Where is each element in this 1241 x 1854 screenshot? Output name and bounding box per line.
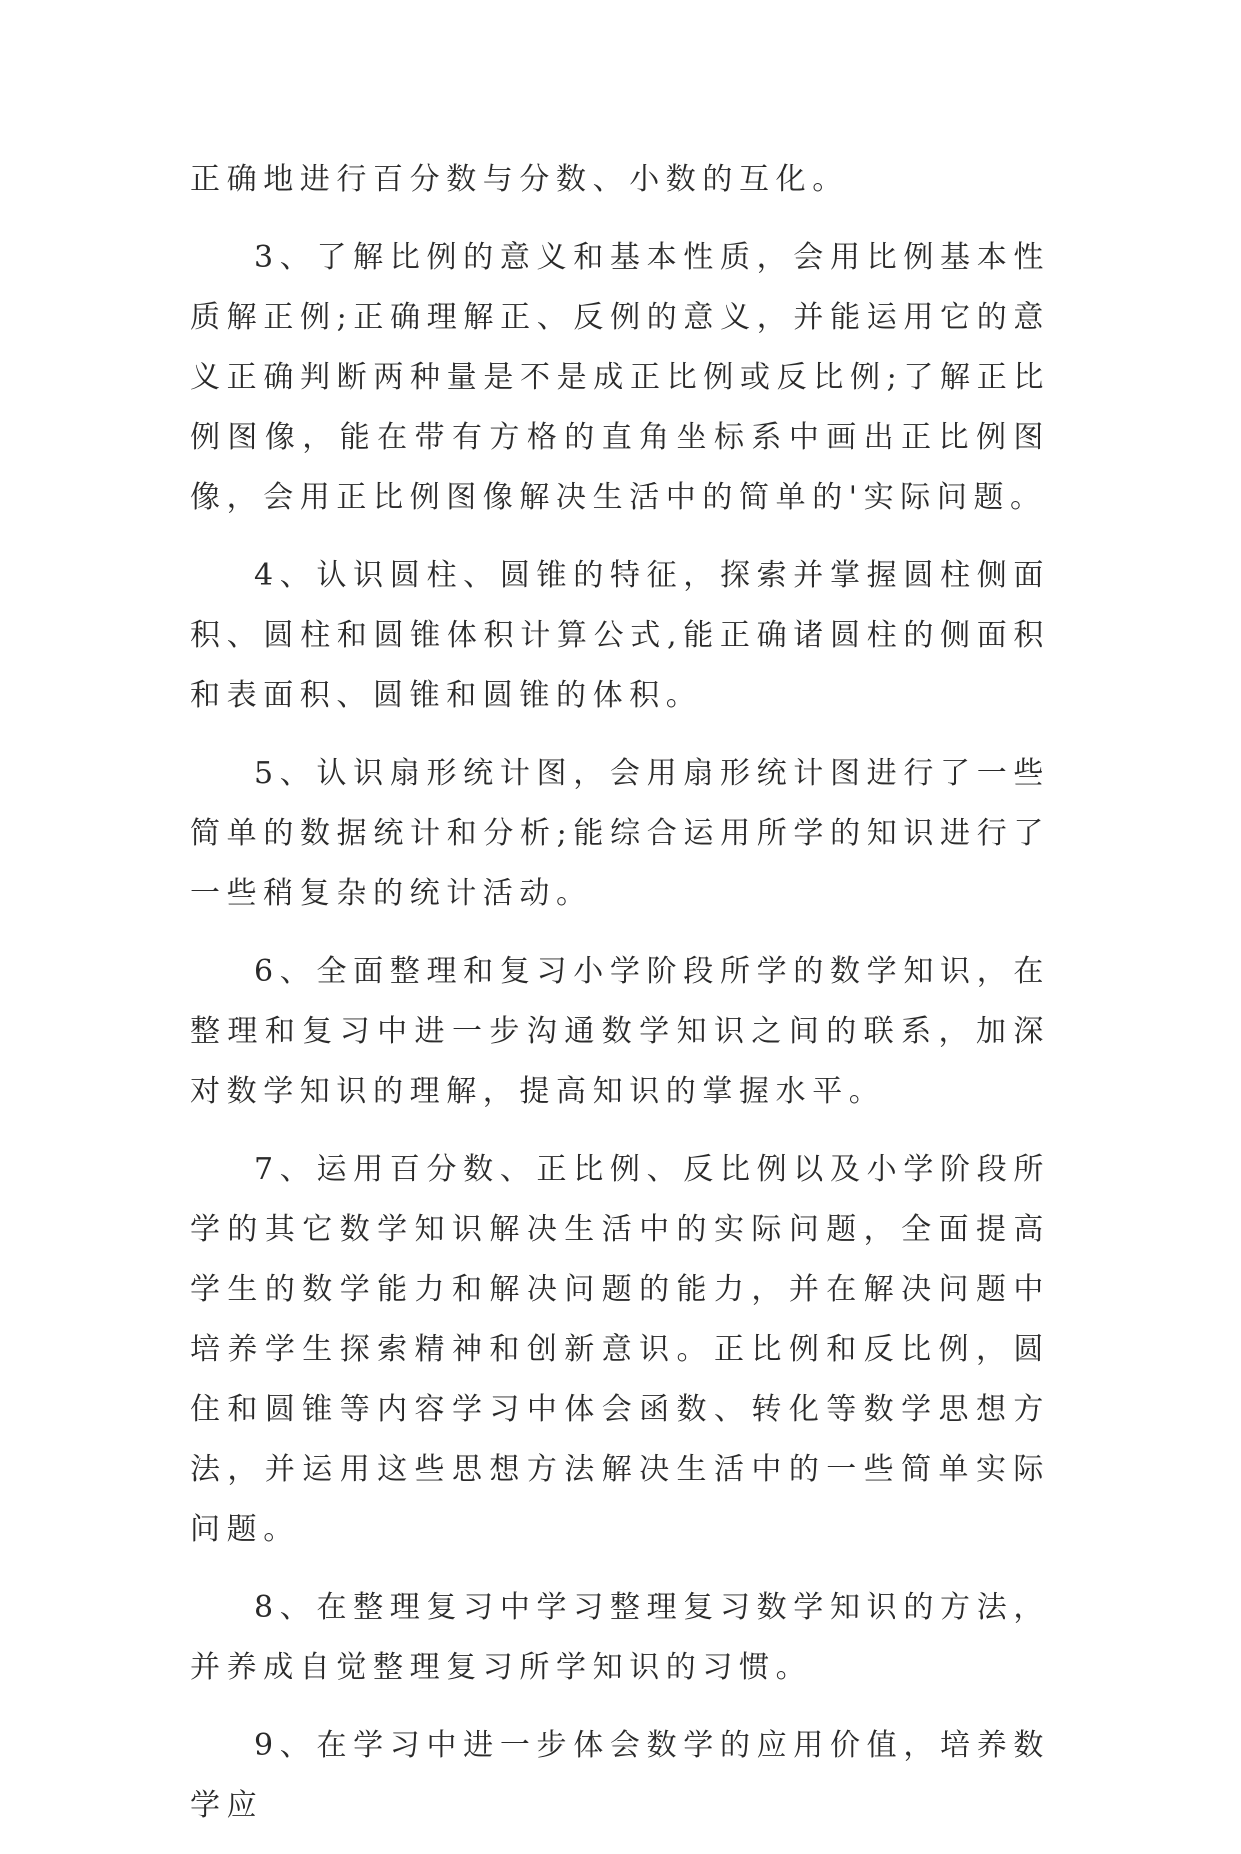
paragraph-item-3: 3、了解比例的意义和基本性质，会用比例基本性质解正例;正确理解正、反例的意义，并能运用它的意义正确判断两种量是不是成正比例或反比例;了解正比例图像，能在带有方格的直角坐标系中画出正比例图像，会用正比例图像解决生活中的简单的'实际问题。 [190, 240, 1050, 515]
paragraph-item-7: 7、运用百分数、正比例、反比例以及小学阶段所学的其它数学知识解决生活中的实际问题，全面提高学生的数学能力和解决问题的能力，并在解决问题中培养学生探索精神和创新意识。正比例和反比例，圆住和圆锥等内容学习中体会函数、转化等数学思想方法，并运用这些思想方法解决生活中的一些简单实际问题。 [190, 1152, 1050, 1547]
paragraph-item-6: 6、全面整理和复习小学阶段所学的数学知识，在整理和复习中进一步沟通数学知识之间的联系，加深对数学知识的理解，提高知识的掌握水平。 [190, 954, 1050, 1109]
paragraph-item-8: 8、在整理复习中学习整理复习数学知识的方法，并养成自觉整理复习所学知识的习惯。 [190, 1590, 1050, 1685]
paragraph-item-5: 5、认识扇形统计图，会用扇形统计图进行了一些简单的数据统计和分析;能综合运用所学的知识进行了一些稍复杂的统计活动。 [190, 756, 1050, 911]
paragraph-item-4: 4、认识圆柱、圆锥的特征，探索并掌握圆柱侧面积、圆柱和圆锥体积计算公式,能正确诸圆柱的侧面积和表面积、圆锥和圆锥的体积。 [190, 558, 1050, 713]
paragraph-continuation: 正确地进行百分数与分数、小数的互化。 [190, 162, 849, 197]
paragraph-item-9: 9、在学习中进一步体会数学的应用价值，培养数学应 [190, 1728, 1050, 1823]
document-page [190, 150, 1050, 1854]
